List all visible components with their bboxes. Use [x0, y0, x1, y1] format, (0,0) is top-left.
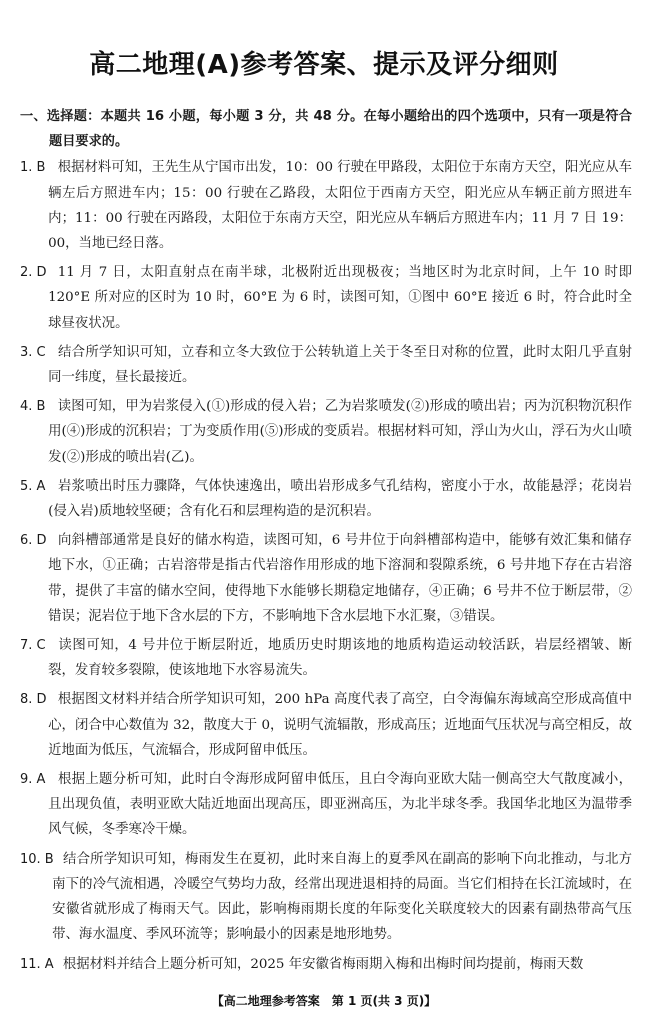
answer-item-5: [20, 474, 632, 524]
answer-explanation: 读图可知，4 号井位于断层附近，地质历史时期该地的地质构造运动较活跃，岩层经褶皱、断裂，发育较多裂隙，使该地地下水容易流失。: [48, 638, 632, 679]
answer-number: 4. B: [20, 399, 46, 415]
answer-number: 6. D: [20, 533, 47, 549]
answer-item-11: [20, 952, 632, 977]
answer-item-3: [20, 340, 632, 390]
answer-number: 8. D: [20, 692, 47, 708]
answer-explanation: 根据图文材料并结合所学知识可知，200 hPa 高度代表了高空，白令海偏东海域高空形成高值中心，闭合中心数值为 32，散度大于 0，说明气流辐散，形成高压；近地面气压状况与高空相反，故近地面为低压，气流辐合，形成阿留申低压。: [48, 692, 632, 758]
answer-number: 7. C: [20, 638, 46, 654]
answer-item-2: [20, 260, 632, 336]
answer-explanation: 根据材料并结合上题分析可知，2025 年安徽省梅雨期入梅和出梅时间均提前，梅雨天数: [62, 956, 584, 972]
answer-number: 1. B: [20, 160, 46, 176]
answer-item-1: [20, 155, 632, 256]
answer-item-6: [20, 528, 632, 629]
answer-number: 10. B: [20, 851, 54, 867]
answer-explanation: 读图可知，甲为岩浆侵入(①)形成的侵入岩；乙为岩浆喷发(②)形成的喷出岩；丙为沉积物沉积作用(④)形成的沉积岩；丁为变质作用(⑤)形成的变质岩。根据材料可知，浮山为火山，浮石为火山喷发(②)形成的喷出岩(乙)。: [48, 399, 632, 465]
answer-explanation: 11 月 7 日，太阳直射点在南半球，北极附近出现极夜；当地区时为北京时间，上午 10 时即 120°E 所对应的区时为 10 时，60°E 为 6 时，读图可知，①图中 60°E 接近 6 时，符合此时全球昼夜状况。: [48, 265, 632, 331]
answer-item-4: [20, 394, 632, 470]
answer-content: [20, 104, 632, 981]
answer-number: 3. C: [20, 344, 46, 360]
answer-explanation: 根据材料可知，王先生从宁国市出发，10：00 行驶在甲路段，太阳位于东南方天空，阳光应从车辆左后方照进车内；15：00 行驶在乙路段，太阳位于西南方天空，阳光应从车辆正前方照进车内；11：00 行驶在丙路段，太阳位于东南方天空，阳光应从车辆后方照进车内；11 月 7 日 19：00，当地已经日落。: [48, 160, 632, 252]
answer-explanation: 岩浆喷出时压力骤降，气体快速逸出，喷出岩形成多气孔结构，密度小于水，故能悬浮；花岗岩(侵入岩)质地较坚硬；含有化石和层理构造的是沉积岩。: [48, 478, 632, 520]
answer-number: 9. A: [20, 772, 46, 788]
answer-item-8: [20, 687, 632, 763]
answer-number: 2. D: [20, 265, 47, 281]
answer-explanation: 结合所学知识可知，立春和立冬大致位于公转轨道上关于冬至日对称的位置，此时太阳几乎直射同一纬度，昼长最接近。: [48, 344, 632, 386]
answer-number: 5. A: [20, 478, 46, 494]
answer-item-10: [20, 847, 632, 948]
answer-item-7: [20, 633, 632, 683]
answer-number: 11. A: [20, 956, 54, 972]
answer-explanation: 向斜槽部通常是良好的储水构造，读图可知，6 号井位于向斜槽部构造中，能够有效汇集和储存地下水，①正确；古岩溶带是指古代岩溶作用形成的地下溶洞和裂隙系统，6 号井地下存在古岩溶带，提供了丰富的储水空间，使得地下水能够长期稳定地储存，④正确；6 号井不位于断层带，②错误；泥岩位于地下含水层的下方，不影响地下含水层地下水汇聚，③错误。: [48, 533, 632, 624]
section-heading: 一、选择题：本题共 16 小题，每小题 3 分，共 48 分。在每小题给出的四个选项中，只有一项是符合题目要求的。: [20, 109, 632, 150]
answer-explanation: 根据上题分析可知，此时白令海形成阿留申低压，且白令海向亚欧大陆一侧高空大气散度减小，且出现负值，表明亚欧大陆近地面出现高压，即亚洲高压，为北半球冬季。我国华北地区为温带季风气候，冬季寒冷干燥。: [48, 772, 632, 838]
answer-item-9: [20, 767, 632, 843]
answer-explanation: 结合所学知识可知，梅雨发生在夏初，此时来自海上的夏季风在副高的影响下向北推动，与北方南下的冷气流相遇，冷暖空气势均力敌，经常出现进退相持的局面。当它们相持在长江流域时，在安徽省就形成了梅雨天气。因此，影响梅雨期长度的年际变化关联度较大的因素有副热带高气压带、海水温度、季风环流等；影响最小的因素是地形地势。: [52, 851, 632, 943]
page-footer: 【高二地理参考答案 第 1 页(共 3 页)】: [211, 994, 437, 1008]
page-title: 高二地理(A)参考答案、提示及评分细则: [89, 50, 559, 80]
